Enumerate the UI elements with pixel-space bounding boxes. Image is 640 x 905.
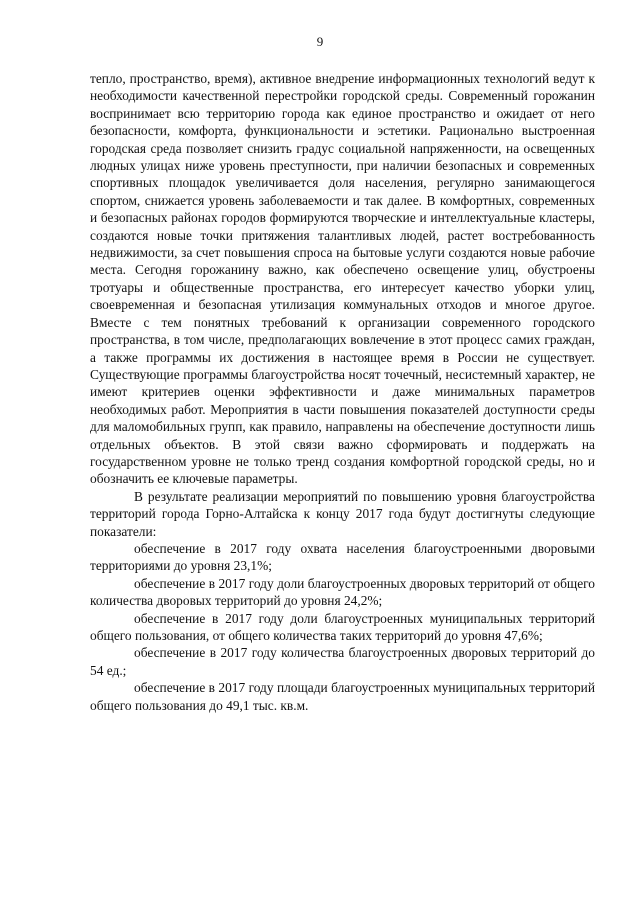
indicator-population-coverage: обеспечение в 2017 году охвата населения благоустроенными дворовыми территориями до уровня 23,1%; xyxy=(90,540,595,574)
indicator-yard-territories-count: обеспечение в 2017 году количества благоустроенных дворовых территорий до 54 ед.; xyxy=(90,645,595,678)
paragraph-urban-environment: тепло, пространство, время), активное внедрение информационных технологий ведут к необходимости качественной перестройки городской среды. Современный горожанин воспринимает всю территорию города как единое пространство и ожидает от него безопасности, комфорта, функциональности и эстетики. Рационально выстроенная городская среда позволяет снизить градус социальной напряженности, на освещенных людных улицах ниже уровень преступности, при наличии безопасных и современных спортивных площадок увеличивается доля населения, регулярно занимающегося спортом, снижается уровень заболеваемости и так далее. В комфортных, современных и безопасных районах городов формируются творческие и интеллектуальные кластеры, создаются новые точки притяжения талантливых людей, растет востребованность недвижимости, за счет повышения спроса на бытовые услуги создаются новые рабочие места. Сегодня горожанину важно, как обеспечено освещение улиц, обустроены тротуары и общественные пространства, его интересует качество уборки улиц, своевременная и безопасная утилизация коммунальных отходов и многое другое. Вместе с тем понятных требований к организации современного городского пространства, в том числе, предполагающих вовлечение в этот процесс самих граждан, а также программы их достижения в настоящее время в России не существует. Существующие программы благоустройства носят точечный, несистемный характер, не имеют критериев оценки эффективности и даже минимальных параметров необходимых работ. Мероприятия в части повышения показателей доступности среды для маломобильных групп, как правило, направлены на обеспечение доступности лишь отдельных объектов. В этой связи важно сформировать и поддержать на государственном уровне не только тренд создания комфортной городской среды, но и обозначить ее ключевые параметры. xyxy=(90,71,595,487)
paragraph-results-intro: В результате реализации мероприятий по повышению уровня благоустройства территорий города Горно-Алтайска к концу 2017 года будут достигнуты следующие показатели: xyxy=(90,488,595,539)
indicator-public-territories-share: обеспечение в 2017 году доли благоустроенных муниципальных территорий общего пользования, от общего количества таких территорий до уровня 47,6%; xyxy=(90,610,595,643)
indicator-yard-territories-share: обеспечение в 2017 году доли благоустроенных дворовых территорий от общего количества дворовых территорий до уровня 24,2%; xyxy=(90,575,595,609)
page-number: 9 xyxy=(316,34,324,49)
indicator-public-territories-area: обеспечение в 2017 году площади благоустроенных муниципальных территорий общего пользования до 49,1 тыс. кв.м. xyxy=(90,680,595,713)
document-body xyxy=(90,70,595,714)
